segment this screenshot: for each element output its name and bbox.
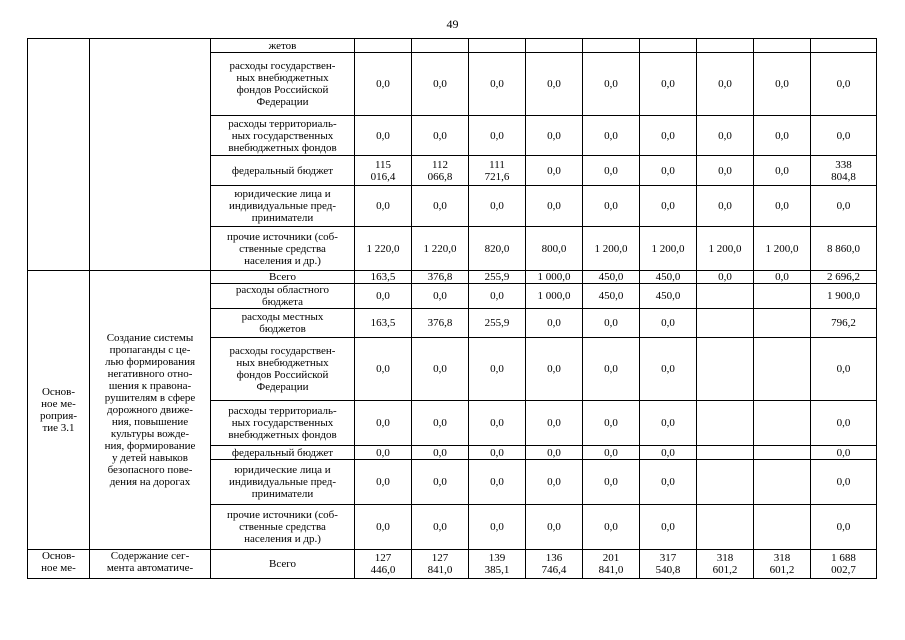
funding-source-cell: юридические лица и индивидуальные пред- приниматели (211, 186, 355, 227)
value-cell: 1 200,0 (640, 227, 697, 271)
value-cell: 0,0 (526, 460, 583, 505)
value-cell: 0,0 (412, 338, 469, 401)
value-cell: 1 000,0 (526, 284, 583, 309)
value-cell: 0,0 (526, 505, 583, 550)
value-cell: 0,0 (355, 116, 412, 156)
value-cell: 0,0 (526, 338, 583, 401)
value-cell: 201 841,0 (583, 550, 640, 579)
value-cell (355, 39, 412, 53)
value-cell: 0,0 (697, 186, 754, 227)
value-cell: 1 220,0 (412, 227, 469, 271)
value-cell: 450,0 (583, 271, 640, 284)
value-cell: 0,0 (412, 53, 469, 116)
value-cell: 318 601,2 (697, 550, 754, 579)
value-cell: 0,0 (754, 271, 811, 284)
measure-description-cell: Содержание сег- мента автоматиче- (90, 550, 211, 579)
value-cell: 0,0 (526, 116, 583, 156)
funding-source-cell: расходы территориаль- ных государственных внебюджетных фондов (211, 401, 355, 446)
value-cell: 0,0 (640, 53, 697, 116)
value-cell: 0,0 (469, 284, 526, 309)
value-cell: 0,0 (811, 116, 877, 156)
value-cell: 0,0 (754, 186, 811, 227)
value-cell (697, 446, 754, 460)
value-cell: 0,0 (697, 156, 754, 186)
value-cell: 112 066,8 (412, 156, 469, 186)
value-cell (697, 309, 754, 338)
value-cell: 115 016,4 (355, 156, 412, 186)
value-cell: 0,0 (754, 53, 811, 116)
value-cell: 255,9 (469, 309, 526, 338)
value-cell (754, 309, 811, 338)
value-cell: 0,0 (583, 309, 640, 338)
table-row (28, 271, 877, 284)
funding-source-cell: прочие источники (соб- ственные средства населения и др.) (211, 505, 355, 550)
funding-source-cell: жетов (211, 39, 355, 53)
value-cell: 0,0 (526, 401, 583, 446)
budget-table (27, 38, 877, 579)
value-cell: 0,0 (469, 505, 526, 550)
value-cell: 0,0 (583, 460, 640, 505)
value-cell: 0,0 (640, 309, 697, 338)
value-cell: 0,0 (355, 505, 412, 550)
value-cell: 8 860,0 (811, 227, 877, 271)
value-cell: 820,0 (469, 227, 526, 271)
value-cell: 317 540,8 (640, 550, 697, 579)
funding-source-cell: расходы местных бюджетов (211, 309, 355, 338)
value-cell (697, 284, 754, 309)
funding-source-cell: Всего (211, 550, 355, 579)
value-cell: 1 000,0 (526, 271, 583, 284)
value-cell (412, 39, 469, 53)
table-row (28, 39, 877, 53)
value-cell (469, 39, 526, 53)
value-cell (526, 39, 583, 53)
value-cell: 111 721,6 (469, 156, 526, 186)
value-cell: 0,0 (583, 446, 640, 460)
value-cell: 0,0 (583, 338, 640, 401)
value-cell: 450,0 (640, 284, 697, 309)
value-cell: 0,0 (583, 401, 640, 446)
value-cell (754, 460, 811, 505)
value-cell (754, 446, 811, 460)
value-cell: 376,8 (412, 309, 469, 338)
value-cell: 0,0 (754, 116, 811, 156)
value-cell: 0,0 (469, 338, 526, 401)
value-cell: 0,0 (355, 401, 412, 446)
value-cell: 0,0 (412, 284, 469, 309)
funding-source-cell: расходы государствен- ных внебюджетных фондов Российской Федерации (211, 53, 355, 116)
measure-description-cell: Создание системы пропаганды с це- лью формирования негативного отно- шения к правона- рушителям в сфере дорожного движе- ния, повышение культуры вожде- ния, формирование у детей навыков безопасного пове- дения на дорогах (90, 271, 211, 550)
value-cell: 136 746,4 (526, 550, 583, 579)
value-cell: 0,0 (811, 338, 877, 401)
value-cell: 376,8 (412, 271, 469, 284)
value-cell: 0,0 (640, 460, 697, 505)
value-cell: 796,2 (811, 309, 877, 338)
value-cell: 0,0 (526, 156, 583, 186)
value-cell: 0,0 (469, 446, 526, 460)
value-cell: 0,0 (526, 186, 583, 227)
value-cell: 800,0 (526, 227, 583, 271)
value-cell: 450,0 (640, 271, 697, 284)
value-cell (811, 39, 877, 53)
value-cell: 0,0 (412, 401, 469, 446)
value-cell: 338 804,8 (811, 156, 877, 186)
value-cell: 1 200,0 (697, 227, 754, 271)
value-cell (583, 39, 640, 53)
value-cell: 0,0 (583, 505, 640, 550)
value-cell: 0,0 (640, 446, 697, 460)
value-cell: 0,0 (355, 338, 412, 401)
value-cell: 318 601,2 (754, 550, 811, 579)
value-cell: 0,0 (469, 401, 526, 446)
value-cell: 255,9 (469, 271, 526, 284)
value-cell (697, 505, 754, 550)
value-cell (754, 505, 811, 550)
value-cell: 127 446,0 (355, 550, 412, 579)
value-cell: 1 200,0 (754, 227, 811, 271)
value-cell (697, 401, 754, 446)
value-cell: 0,0 (583, 53, 640, 116)
value-cell: 0,0 (811, 186, 877, 227)
measure-name-cell: Основ- ное ме- (28, 550, 90, 579)
funding-source-cell: расходы государствен- ных внебюджетных фондов Российской Федерации (211, 338, 355, 401)
value-cell: 0,0 (583, 186, 640, 227)
value-cell: 1 220,0 (355, 227, 412, 271)
value-cell: 0,0 (355, 53, 412, 116)
value-cell: 0,0 (355, 460, 412, 505)
value-cell: 0,0 (697, 271, 754, 284)
value-cell: 0,0 (640, 338, 697, 401)
value-cell: 0,0 (412, 116, 469, 156)
funding-source-cell: юридические лица и индивидуальные пред- приниматели (211, 460, 355, 505)
value-cell: 0,0 (412, 505, 469, 550)
value-cell: 0,0 (469, 116, 526, 156)
value-cell (697, 39, 754, 53)
value-cell: 0,0 (640, 156, 697, 186)
value-cell: 0,0 (640, 116, 697, 156)
value-cell: 0,0 (355, 284, 412, 309)
value-cell: 0,0 (469, 186, 526, 227)
value-cell: 0,0 (754, 156, 811, 186)
value-cell: 0,0 (640, 401, 697, 446)
value-cell: 450,0 (583, 284, 640, 309)
value-cell: 0,0 (640, 505, 697, 550)
value-cell: 0,0 (811, 505, 877, 550)
value-cell: 0,0 (640, 186, 697, 227)
value-cell: 2 696,2 (811, 271, 877, 284)
value-cell: 1 200,0 (583, 227, 640, 271)
value-cell: 0,0 (526, 446, 583, 460)
value-cell: 0,0 (412, 446, 469, 460)
value-cell (697, 460, 754, 505)
value-cell: 0,0 (583, 156, 640, 186)
value-cell (754, 401, 811, 446)
funding-source-cell: расходы территориаль- ных государственных внебюджетных фондов (211, 116, 355, 156)
value-cell: 0,0 (355, 186, 412, 227)
value-cell: 0,0 (811, 446, 877, 460)
value-cell: 139 385,1 (469, 550, 526, 579)
measure-name-cell: Основ- ное ме- роприя- тие 3.1 (28, 271, 90, 550)
value-cell: 0,0 (412, 186, 469, 227)
value-cell: 1 688 002,7 (811, 550, 877, 579)
measure-name-cell (28, 39, 90, 271)
value-cell: 0,0 (697, 53, 754, 116)
value-cell: 0,0 (469, 53, 526, 116)
value-cell: 0,0 (811, 53, 877, 116)
value-cell: 0,0 (412, 460, 469, 505)
value-cell (640, 39, 697, 53)
value-cell: 0,0 (526, 53, 583, 116)
page-number: 49 (446, 17, 459, 31)
value-cell: 1 900,0 (811, 284, 877, 309)
value-cell: 0,0 (469, 460, 526, 505)
value-cell (697, 338, 754, 401)
value-cell: 0,0 (811, 460, 877, 505)
funding-source-cell: федеральный бюджет (211, 446, 355, 460)
value-cell: 163,5 (355, 309, 412, 338)
value-cell: 0,0 (526, 309, 583, 338)
value-cell: 0,0 (697, 116, 754, 156)
funding-source-cell: Всего (211, 271, 355, 284)
value-cell (754, 39, 811, 53)
value-cell: 127 841,0 (412, 550, 469, 579)
measure-description-cell (90, 39, 211, 271)
value-cell (754, 338, 811, 401)
value-cell: 0,0 (811, 401, 877, 446)
value-cell (754, 284, 811, 309)
table-row (28, 550, 877, 579)
value-cell: 0,0 (355, 446, 412, 460)
value-cell: 0,0 (583, 116, 640, 156)
funding-source-cell: прочие источники (соб- ственные средства населения и др.) (211, 227, 355, 271)
value-cell: 163,5 (355, 271, 412, 284)
funding-source-cell: федеральный бюджет (211, 156, 355, 186)
funding-source-cell: расходы областного бюджета (211, 284, 355, 309)
